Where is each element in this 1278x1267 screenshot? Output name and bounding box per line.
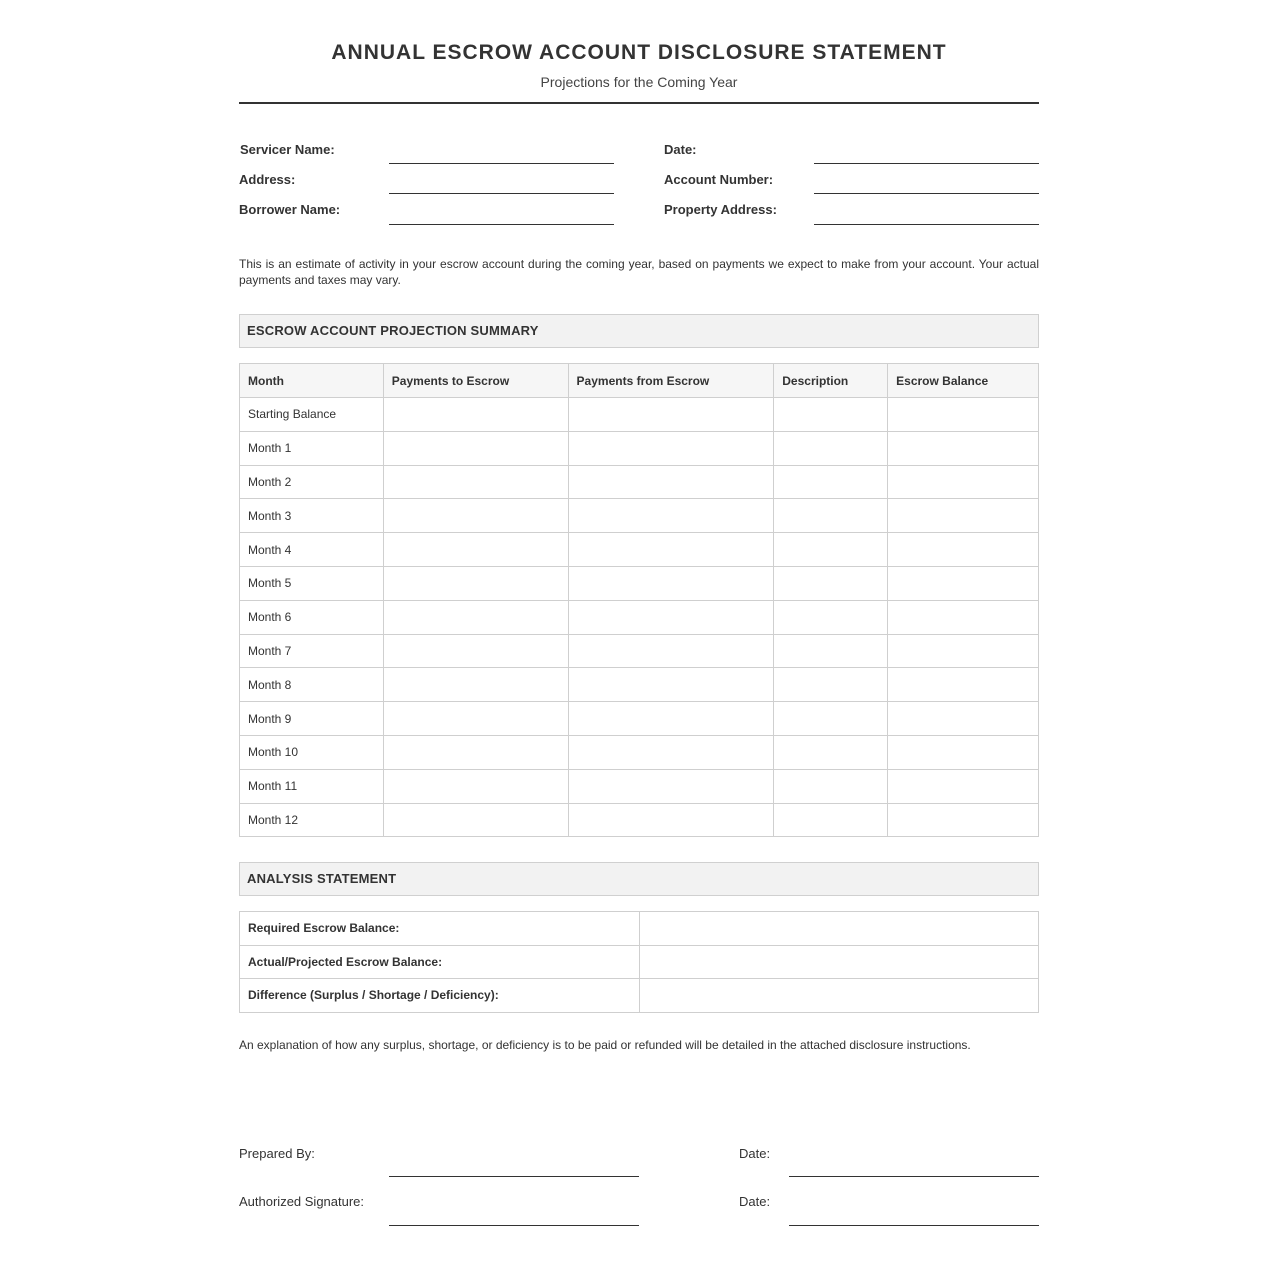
analysis-label: Required Escrow Balance: — [240, 912, 640, 946]
payments-to-escrow-cell[interactable] — [383, 803, 568, 837]
escrow-balance-cell[interactable] — [888, 634, 1039, 668]
servicer-name-label: Servicer Name: — [240, 142, 335, 157]
payments-to-escrow-cell[interactable] — [383, 668, 568, 702]
escrow-balance-cell[interactable] — [888, 499, 1039, 533]
row-label: Month 1 — [240, 431, 384, 465]
table-row — [240, 735, 1039, 769]
table-row — [240, 803, 1039, 837]
escrow-balance-cell[interactable] — [888, 566, 1039, 600]
account-number-label: Account Number: — [664, 172, 774, 187]
payments-to-escrow-cell[interactable] — [383, 533, 568, 567]
payments-from-escrow-cell[interactable] — [568, 702, 774, 736]
description-cell[interactable] — [774, 566, 888, 600]
payments-from-escrow-cell[interactable] — [568, 600, 774, 634]
property-address-label: Property Address: — [664, 202, 777, 217]
table-row — [240, 431, 1039, 465]
projection-header-row — [240, 364, 1039, 398]
escrow-balance-cell[interactable] — [888, 465, 1039, 499]
analysis-value-cell[interactable] — [639, 912, 1038, 946]
description-cell[interactable] — [774, 600, 888, 634]
payments-to-escrow-cell[interactable] — [383, 398, 568, 432]
payments-to-escrow-cell[interactable] — [383, 566, 568, 600]
intro-paragraph: This is an estimate of activity in your escrow account during the coming year, based on payments we expect to make from your account. Your actual payments and taxes may vary. — [239, 257, 1039, 287]
table-row — [240, 533, 1039, 567]
property-address-field[interactable] — [814, 224, 1039, 225]
column-header-escrow-balance: Escrow Balance — [888, 364, 1039, 398]
date-field[interactable] — [814, 163, 1039, 164]
row-label: Month 11 — [240, 769, 384, 803]
description-cell[interactable] — [774, 702, 888, 736]
table-row — [240, 600, 1039, 634]
payments-to-escrow-cell[interactable] — [383, 431, 568, 465]
table-row — [240, 634, 1039, 668]
analysis-row — [240, 945, 1039, 979]
description-cell[interactable] — [774, 803, 888, 837]
description-cell[interactable] — [774, 668, 888, 702]
column-header-payments-from-escrow: Payments from Escrow — [568, 364, 774, 398]
address-label: Address: — [239, 172, 296, 187]
payments-to-escrow-cell[interactable] — [383, 769, 568, 803]
explanation-note: An explanation of how any surplus, shortage, or deficiency is to be paid or refunded will be detailed in the attached disclosure instructions. — [239, 1038, 971, 1052]
payments-to-escrow-cell[interactable] — [383, 735, 568, 769]
row-label: Month 2 — [240, 465, 384, 499]
description-cell[interactable] — [774, 465, 888, 499]
projection-table — [239, 363, 1039, 837]
description-cell[interactable] — [774, 431, 888, 465]
payments-from-escrow-cell[interactable] — [568, 735, 774, 769]
payments-from-escrow-cell[interactable] — [568, 668, 774, 702]
table-row — [240, 668, 1039, 702]
prepared-by-label: Prepared By: — [239, 1146, 315, 1161]
description-cell[interactable] — [774, 634, 888, 668]
projection-section-header — [239, 314, 1039, 348]
analysis-section-header — [239, 862, 1039, 896]
escrow-balance-cell[interactable] — [888, 769, 1039, 803]
column-header-month: Month — [240, 364, 384, 398]
payments-to-escrow-cell[interactable] — [383, 634, 568, 668]
payments-from-escrow-cell[interactable] — [568, 398, 774, 432]
description-cell[interactable] — [774, 735, 888, 769]
prepared-date-label: Date: — [739, 1146, 771, 1161]
row-label: Month 8 — [240, 668, 384, 702]
payments-from-escrow-cell[interactable] — [568, 499, 774, 533]
authorized-signature-field[interactable] — [389, 1225, 639, 1226]
address-field[interactable] — [389, 193, 614, 194]
row-label: Month 12 — [240, 803, 384, 837]
analysis-row — [240, 979, 1039, 1013]
table-row — [240, 499, 1039, 533]
table-row — [240, 465, 1039, 499]
payments-from-escrow-cell[interactable] — [568, 533, 774, 567]
prepared-by-field[interactable] — [389, 1176, 639, 1177]
escrow-balance-cell[interactable] — [888, 668, 1039, 702]
escrow-balance-cell[interactable] — [888, 431, 1039, 465]
column-header-description: Description — [774, 364, 888, 398]
borrower-name-label: Borrower Name: — [239, 202, 341, 217]
row-label: Month 7 — [240, 634, 384, 668]
description-cell[interactable] — [774, 533, 888, 567]
projection-section-title: ESCROW ACCOUNT PROJECTION SUMMARY — [247, 323, 539, 338]
analysis-value-cell[interactable] — [639, 979, 1038, 1013]
row-label: Month 5 — [240, 566, 384, 600]
column-header-payments-to-escrow: Payments to Escrow — [383, 364, 568, 398]
payments-to-escrow-cell[interactable] — [383, 499, 568, 533]
table-row — [240, 769, 1039, 803]
analysis-row — [240, 912, 1039, 946]
payments-to-escrow-cell[interactable] — [383, 465, 568, 499]
authorized-signature-label: Authorized Signature: — [239, 1194, 365, 1209]
description-cell[interactable] — [774, 769, 888, 803]
escrow-balance-cell[interactable] — [888, 803, 1039, 837]
escrow-balance-cell[interactable] — [888, 735, 1039, 769]
escrow-balance-cell[interactable] — [888, 702, 1039, 736]
row-label: Month 10 — [240, 735, 384, 769]
description-cell[interactable] — [774, 499, 888, 533]
table-row — [240, 566, 1039, 600]
payments-to-escrow-cell[interactable] — [383, 702, 568, 736]
analysis-table — [239, 911, 1039, 1013]
payments-from-escrow-cell[interactable] — [568, 634, 774, 668]
analysis-section-title: ANALYSIS STATEMENT — [247, 871, 397, 886]
table-row — [240, 398, 1039, 432]
escrow-balance-cell[interactable] — [888, 398, 1039, 432]
page-subtitle: Projections for the Coming Year — [540, 74, 738, 90]
signature-date-label: Date: — [739, 1194, 771, 1209]
row-label: Month 4 — [240, 533, 384, 567]
row-label: Month 3 — [240, 499, 384, 533]
row-label: Month 9 — [240, 702, 384, 736]
analysis-value-cell[interactable] — [639, 945, 1038, 979]
payments-from-escrow-cell[interactable] — [568, 769, 774, 803]
prepared-date-field[interactable] — [789, 1176, 1039, 1177]
payments-from-escrow-cell[interactable] — [568, 431, 774, 465]
payments-from-escrow-cell[interactable] — [568, 803, 774, 837]
payments-from-escrow-cell[interactable] — [568, 465, 774, 499]
page-title: ANNUAL ESCROW ACCOUNT DISCLOSURE STATEMENT — [331, 41, 947, 64]
payments-from-escrow-cell[interactable] — [568, 566, 774, 600]
row-label: Month 6 — [240, 600, 384, 634]
borrower-name-field[interactable] — [389, 224, 614, 225]
table-row — [240, 702, 1039, 736]
date-label: Date: — [664, 142, 697, 157]
header-divider — [239, 102, 1039, 104]
account-number-field[interactable] — [814, 193, 1039, 194]
analysis-label: Actual/Projected Escrow Balance: — [240, 945, 640, 979]
escrow-balance-cell[interactable] — [888, 600, 1039, 634]
description-cell[interactable] — [774, 398, 888, 432]
escrow-balance-cell[interactable] — [888, 533, 1039, 567]
analysis-label: Difference (Surplus / Shortage / Deficiency): — [240, 979, 640, 1013]
row-label: Starting Balance — [240, 398, 384, 432]
signature-date-field[interactable] — [789, 1225, 1039, 1226]
payments-to-escrow-cell[interactable] — [383, 600, 568, 634]
servicer-name-field[interactable] — [389, 163, 614, 164]
